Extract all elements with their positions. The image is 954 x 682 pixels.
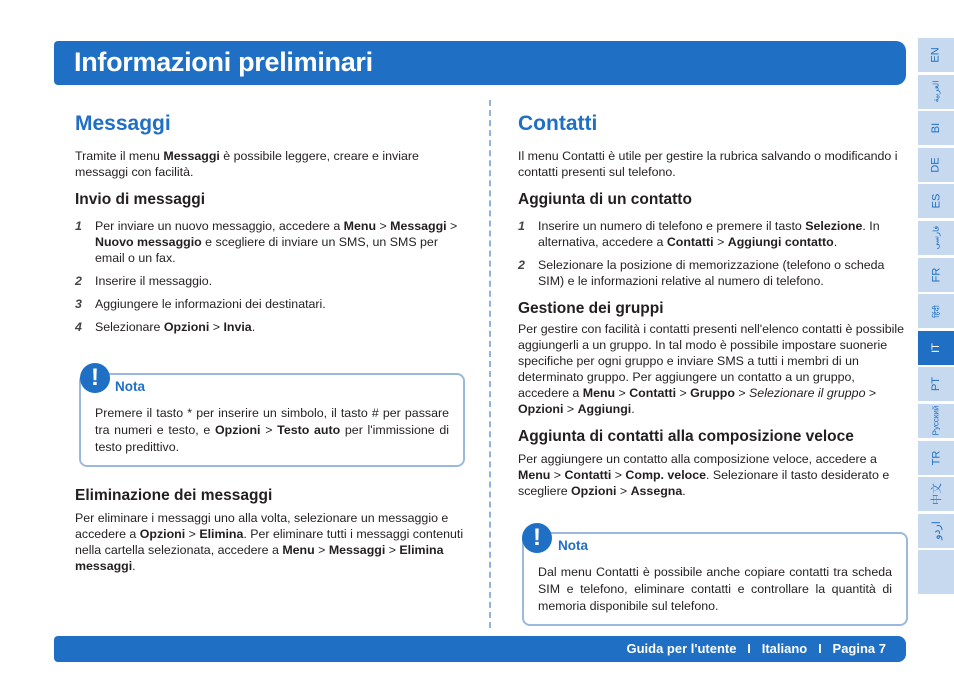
text-run: . Per eliminare tutti i messaggi contenuti nella cartella selezionata, accedere a xyxy=(75,527,464,557)
bold-term: Menu xyxy=(343,219,377,233)
text-run: > xyxy=(260,423,278,437)
bold-term: Contatti xyxy=(629,386,677,400)
language-tab-label: TR xyxy=(929,450,942,465)
language-tabs xyxy=(918,38,954,597)
speed-dial-heading: Aggiunta di contatti alla composizione veloce xyxy=(518,428,854,445)
language-tab-label: 中文 xyxy=(931,483,943,506)
note-text xyxy=(95,405,449,456)
text-run: > xyxy=(616,484,631,498)
step-number: 1 xyxy=(518,219,525,233)
list-item xyxy=(75,273,465,289)
text-run: > xyxy=(446,219,458,233)
bold-term: Messaggi xyxy=(328,543,386,557)
messages-section xyxy=(75,110,465,342)
language-tab[interactable] xyxy=(918,221,954,255)
text-run: . Selezionare il tasto desiderato e scegliere xyxy=(518,468,890,498)
add-contact-steps xyxy=(518,218,908,289)
text-run: per l'immissione di testo predittivo. xyxy=(95,423,449,454)
bold-term: Opzioni xyxy=(163,320,210,334)
text-run: > xyxy=(865,386,877,400)
speed-dial-text xyxy=(518,451,908,499)
intro-text: Tramite il menu xyxy=(75,149,164,163)
bold-term: Opzioni xyxy=(139,527,186,541)
text-run: . xyxy=(631,402,635,416)
bold-term: Aggiungi xyxy=(577,402,632,416)
language-tab[interactable] xyxy=(918,550,954,594)
bold-term: Nuovo messaggio xyxy=(95,235,202,249)
text-run: Inserire un numero di telefono e premere il tasto xyxy=(538,219,806,233)
text-run: > xyxy=(314,543,329,557)
step-number: 1 xyxy=(75,219,82,233)
language-tab-label: IT xyxy=(930,342,942,353)
text-run: . xyxy=(833,235,838,249)
language-tab-label: हिंदी xyxy=(931,304,941,318)
text-run: > xyxy=(550,468,565,482)
text-run: Premere il tasto * per inserire un simbolo, il tasto # per passare tra numeri e testo, e xyxy=(95,406,449,437)
exclamation-icon: ! xyxy=(80,363,110,393)
note-box-contacts xyxy=(522,532,908,626)
note-box-messages xyxy=(79,373,465,467)
note-text: Dal menu Contatti è possibile anche copiare contatti tra scheda SIM e telefono, eliminare contatti e controllare la quantità di memoria disponibile sul telefono. xyxy=(538,565,892,613)
bold-term: Aggiungi contatto xyxy=(727,235,834,249)
language-tab[interactable] xyxy=(918,294,954,328)
text-run: > xyxy=(209,320,224,334)
exclamation-icon: ! xyxy=(522,523,552,553)
title-bar xyxy=(54,41,906,85)
text-run: > xyxy=(713,235,728,249)
text-run: > xyxy=(734,386,750,400)
text-run: e scegliere di inviare un SMS, un SMS per email o un fax. xyxy=(95,235,438,265)
language-tab[interactable] xyxy=(918,331,954,365)
list-item xyxy=(518,218,908,250)
language-tab[interactable] xyxy=(918,258,954,292)
bold-term: Gruppo xyxy=(690,386,735,400)
language-tab[interactable] xyxy=(918,367,954,401)
text-run: . xyxy=(251,320,256,334)
language-tab[interactable] xyxy=(918,184,954,218)
text-run: Aggiungere le informazioni dei destinatari. xyxy=(95,297,326,311)
text-run: Selezionare xyxy=(95,320,164,334)
bold-term: Invia xyxy=(223,320,252,334)
footer-text: Guida per l'utente I Italiano I Pagina 7 xyxy=(626,641,886,656)
messages-heading: Messaggi xyxy=(75,112,171,135)
text-run: . In alternativa, accedere a xyxy=(538,219,880,249)
list-item xyxy=(75,296,465,312)
list-item xyxy=(518,257,908,289)
bold-term: Comp. veloce xyxy=(625,468,706,482)
text-run: Inserire il messaggio. xyxy=(95,274,213,288)
bold-term: Menu xyxy=(582,386,616,400)
bold-term: Contatti xyxy=(666,235,714,249)
text-run: > xyxy=(385,543,400,557)
column-divider xyxy=(489,100,491,628)
bold-term: Messaggi xyxy=(390,219,447,233)
intro-menu-name: Messaggi xyxy=(163,149,220,163)
language-tab[interactable] xyxy=(918,404,954,438)
language-tab-label: فارسی xyxy=(931,226,941,250)
text-run: > xyxy=(185,527,200,541)
bold-term: Assegna xyxy=(630,484,683,498)
language-tab-label: DE xyxy=(930,157,942,173)
bold-term: Testo auto xyxy=(277,423,341,437)
send-messages-heading: Invio di messaggi xyxy=(75,191,206,208)
step-number: 4 xyxy=(75,320,82,334)
language-tab-label: Русский xyxy=(931,406,941,436)
language-tab[interactable] xyxy=(918,514,954,548)
messages-intro xyxy=(75,148,465,180)
language-tab-label: FR xyxy=(929,267,942,282)
bold-term: Menu xyxy=(518,468,551,482)
text-run: Per eliminare i messaggi uno alla volta, selezionare un messaggio e accedere a xyxy=(75,511,449,541)
text-run: . xyxy=(132,559,136,573)
list-item xyxy=(75,319,465,335)
step-number: 2 xyxy=(75,274,82,288)
delete-messages-text xyxy=(75,510,465,574)
bold-term: Opzioni xyxy=(518,402,564,416)
list-item xyxy=(75,218,465,266)
groups-text xyxy=(518,321,908,417)
language-tab[interactable] xyxy=(918,111,954,145)
step-number: 2 xyxy=(518,258,525,272)
bold-term: Elimina xyxy=(199,527,244,541)
intro-text-end: è possibile leggere, creare e inviare messaggi con facilità. xyxy=(75,149,419,179)
groups-heading: Gestione dei gruppi xyxy=(518,300,664,317)
language-tab-label: BI xyxy=(930,122,942,134)
text-run: > xyxy=(676,386,691,400)
italic-term: Selezionare il gruppo xyxy=(749,386,866,400)
language-tab[interactable] xyxy=(918,38,954,72)
contacts-section xyxy=(518,110,908,499)
delete-messages-section xyxy=(75,486,465,574)
language-tab-label: العربية xyxy=(931,80,941,103)
language-tab[interactable] xyxy=(918,148,954,182)
bold-term: Opzioni xyxy=(215,423,261,437)
footer-bar xyxy=(54,636,906,662)
text-run: > xyxy=(376,219,391,233)
bold-term: Menu xyxy=(282,543,315,557)
language-tab[interactable] xyxy=(918,477,954,511)
send-steps-list xyxy=(75,218,465,335)
language-tab[interactable] xyxy=(918,441,954,475)
language-tab[interactable] xyxy=(918,75,954,109)
text-run: Selezionare la posizione di memorizzazione (telefono o scheda SIM) e le informazioni relative al numero di telefono. xyxy=(538,258,885,288)
bold-term: Opzioni xyxy=(571,484,617,498)
bold-term: Selezione xyxy=(805,219,863,233)
bold-term: Contatti xyxy=(564,468,612,482)
language-tab-label: EN xyxy=(930,47,942,63)
bold-term: Elimina messaggi xyxy=(75,543,444,573)
contacts-intro: Il menu Contatti è utile per gestire la rubrica salvando o modificando i contatti presenti sul telefono. xyxy=(518,149,898,179)
text-run: . xyxy=(682,484,686,498)
delete-messages-heading: Eliminazione dei messaggi xyxy=(75,487,273,504)
language-tab-label: اردو xyxy=(930,521,943,541)
contacts-heading: Contatti xyxy=(518,112,598,135)
text-run: Per gestire con facilità i contatti presenti nell'elenco contatti è possibile aggiungerli a un gruppo. In tal modo è possibile impostare suonerie specifiche per ogni gruppo e inviare SMS a tutti i membri di un determinato gruppo. Per aggiungere un contatto a un gruppo, accedere a xyxy=(518,322,904,400)
note-title: Nota xyxy=(115,379,145,394)
add-contact-heading: Aggiunta di un contatto xyxy=(518,191,692,208)
note-title: Nota xyxy=(558,538,588,553)
language-tab-label: PT xyxy=(930,377,942,392)
step-number: 3 xyxy=(75,297,82,311)
text-run: Per inviare un nuovo messaggio, accedere a xyxy=(95,219,344,233)
text-run: > xyxy=(615,386,630,400)
page-title: Informazioni preliminari xyxy=(74,47,373,77)
text-run: Per aggiungere un contatto alla composizione veloce, accedere a xyxy=(518,452,877,466)
text-run: > xyxy=(563,402,578,416)
text-run: > xyxy=(611,468,626,482)
language-tab-label: ES xyxy=(930,194,942,209)
